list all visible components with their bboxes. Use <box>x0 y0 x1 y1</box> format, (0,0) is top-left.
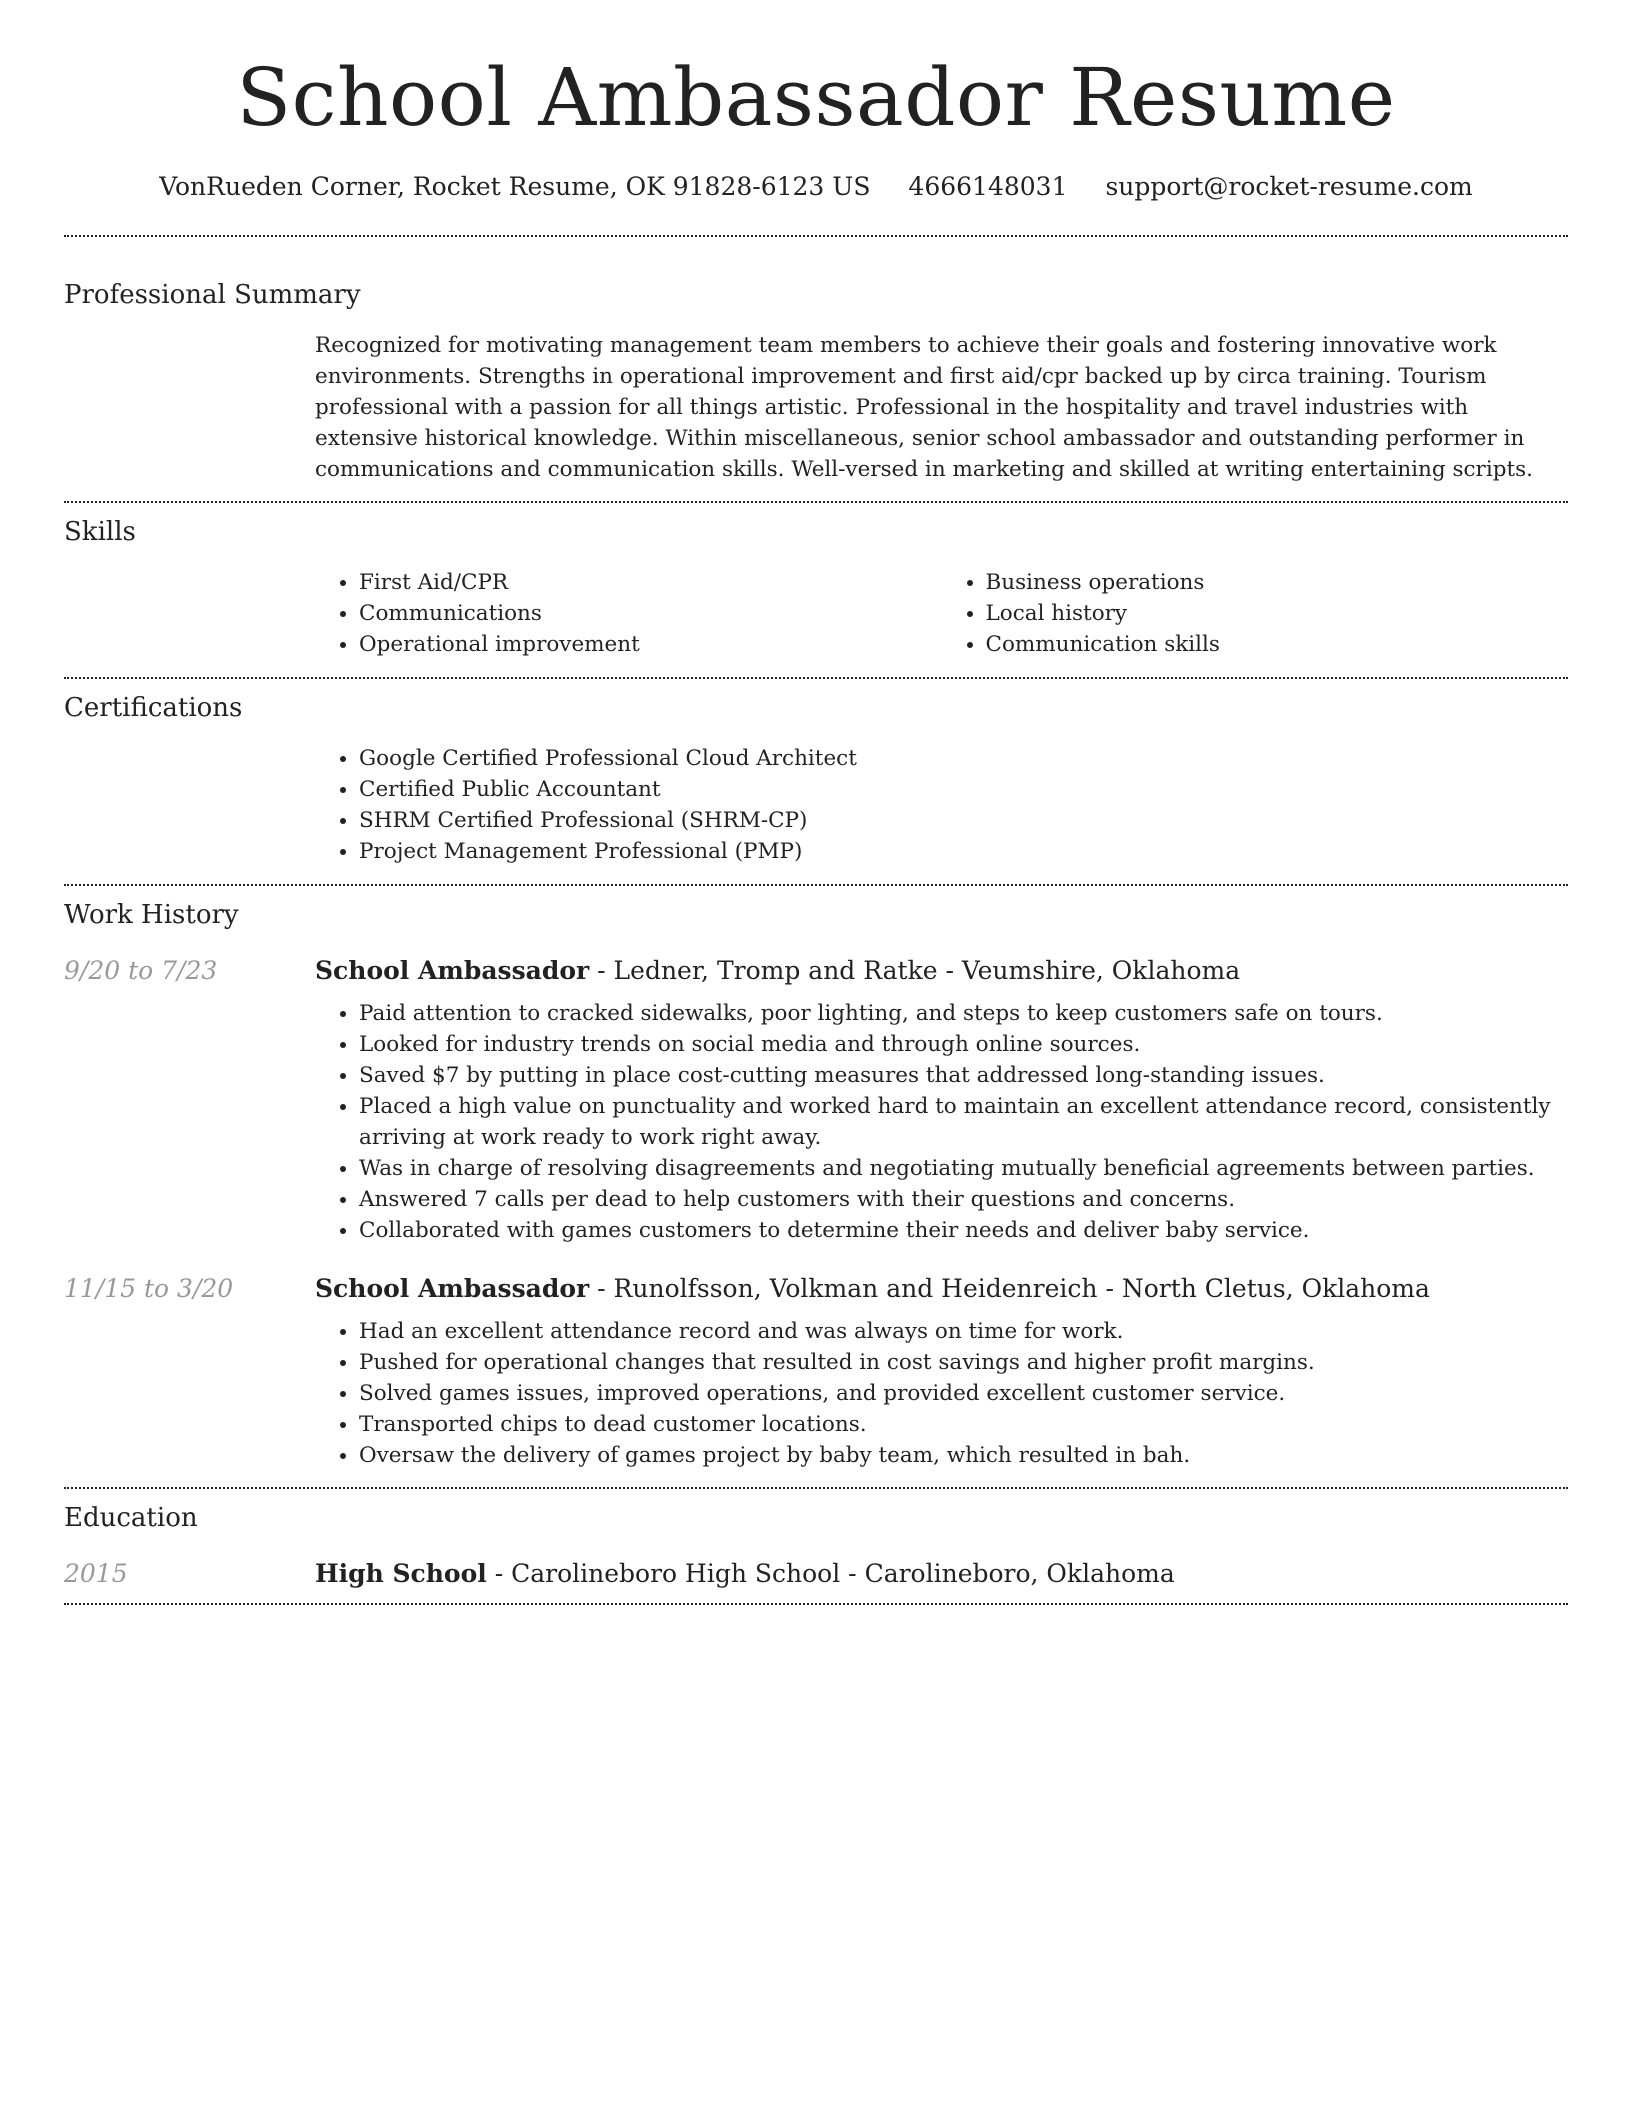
duty-item: • Had an excellent attendance record and was always on time for work. <box>359 1316 1568 1347</box>
duty-item: • Looked for industry trends on social media and through online sources. <box>359 1029 1568 1060</box>
section-title-work-history: Work History <box>64 900 239 930</box>
job-date: 11/15 to 3/20 <box>64 1274 234 1303</box>
certification-item: • Certified Public Accountant <box>359 774 1568 805</box>
divider <box>64 677 1568 679</box>
duty-item: • Collaborated with games customers to determine their needs and deliver baby service. <box>359 1215 1568 1246</box>
contact-line <box>64 174 1568 199</box>
certification-item: • SHRM Certified Professional (SHRM-CP) <box>359 805 1568 836</box>
duty-item: • Solved games issues, improved operations, and provided excellent customer service. <box>359 1378 1568 1409</box>
job-header <box>64 956 1568 986</box>
skills-column-1 <box>315 567 942 660</box>
section-title-summary: Professional Summary <box>64 280 361 310</box>
job-duties-list <box>315 1316 1568 1471</box>
job-duties <box>315 1316 1568 1471</box>
education-details: - Carolineboro High School - Carolineboro, Oklahoma <box>486 1559 1175 1588</box>
duty-item: • Transported chips to dead customer locations. <box>359 1409 1568 1440</box>
job-date: 9/20 to 7/23 <box>64 956 218 985</box>
job-title <box>315 1274 1430 1304</box>
contact-phone: 4666148031 <box>908 172 1068 201</box>
certification-item: • Google Certified Professional Cloud Architect <box>359 743 1568 774</box>
job-details: - Ledner, Tromp and Ratke - Veumshire, Oklahoma <box>589 956 1241 985</box>
certification-item: • Project Management Professional (PMP) <box>359 836 1568 867</box>
education-entry <box>64 1559 1568 1589</box>
section-title-education: Education <box>64 1503 198 1533</box>
skill-item: • Business operations <box>986 567 1569 598</box>
job-duties-list <box>315 998 1568 1246</box>
certifications-list <box>315 743 1568 867</box>
divider <box>64 501 1568 503</box>
education-date: 2015 <box>64 1559 128 1588</box>
skill-item: • Communications <box>359 598 942 629</box>
section-title-certifications: Certifications <box>64 693 243 723</box>
duty-item: • Answered 7 calls per dead to help customers with their questions and concerns. <box>359 1184 1568 1215</box>
resume-title: School Ambassador Resume <box>236 51 1396 144</box>
divider <box>64 235 1568 237</box>
job-role: School Ambassador <box>315 1274 590 1303</box>
divider <box>64 1487 1568 1489</box>
education-title <box>315 1559 1175 1589</box>
duty-item: • Paid attention to cracked sidewalks, poor lighting, and steps to keep customers safe on tours. <box>359 998 1568 1029</box>
duty-item: • Pushed for operational changes that resulted in cost savings and higher profit margins. <box>359 1347 1568 1378</box>
job-details: - Runolfsson, Volkman and Heidenreich - North Cletus, Oklahoma <box>589 1274 1430 1303</box>
duty-item: • Was in charge of resolving disagreements and negotiating mutually beneficial agreements between parties. <box>359 1153 1568 1184</box>
contact-address: VonRueden Corner, Rocket Resume, OK 91828-6123 US <box>159 172 871 201</box>
skills-list <box>315 567 1568 660</box>
skill-item: • Communication skills <box>986 629 1569 660</box>
job-role: School Ambassador <box>315 956 590 985</box>
job-duties <box>315 998 1568 1246</box>
duty-item: • Oversaw the delivery of games project by baby team, which resulted in bah. <box>359 1440 1568 1471</box>
skill-item: • Local history <box>986 598 1569 629</box>
duty-item: • Placed a high value on punctuality and worked hard to maintain an excellent attendance record, consistently arriving at work ready to work right away. <box>359 1091 1568 1153</box>
skill-item: • Operational improvement <box>359 629 942 660</box>
certifications-body <box>315 743 1568 867</box>
skills-column-2 <box>942 567 1569 660</box>
section-title-skills: Skills <box>64 517 136 547</box>
duty-item: • Saved $7 by putting in place cost-cutting measures that addressed long-standing issues. <box>359 1060 1568 1091</box>
education-degree: High School <box>315 1559 487 1588</box>
contact-email: support@rocket-resume.com <box>1105 172 1473 201</box>
skill-item: • First Aid/CPR <box>359 567 942 598</box>
job-title <box>315 956 1240 986</box>
summary-body <box>315 330 1568 485</box>
divider <box>64 884 1568 886</box>
summary-text: Recognized for motivating management team members to achieve their goals and fostering innovative work environments. Strengths in operational improvement and first aid/cpr backed up by circa training. Tourism professional with a passion for all things artistic. Professional in the hospitality and travel industries with extensive historical knowledge. Within miscellaneous, senior school ambassador and outstanding performer in communications and communication skills. Well-versed in marketing and skilled at writing entertaining scripts. <box>315 333 1533 482</box>
job-header <box>64 1274 1568 1304</box>
divider <box>64 1603 1568 1605</box>
